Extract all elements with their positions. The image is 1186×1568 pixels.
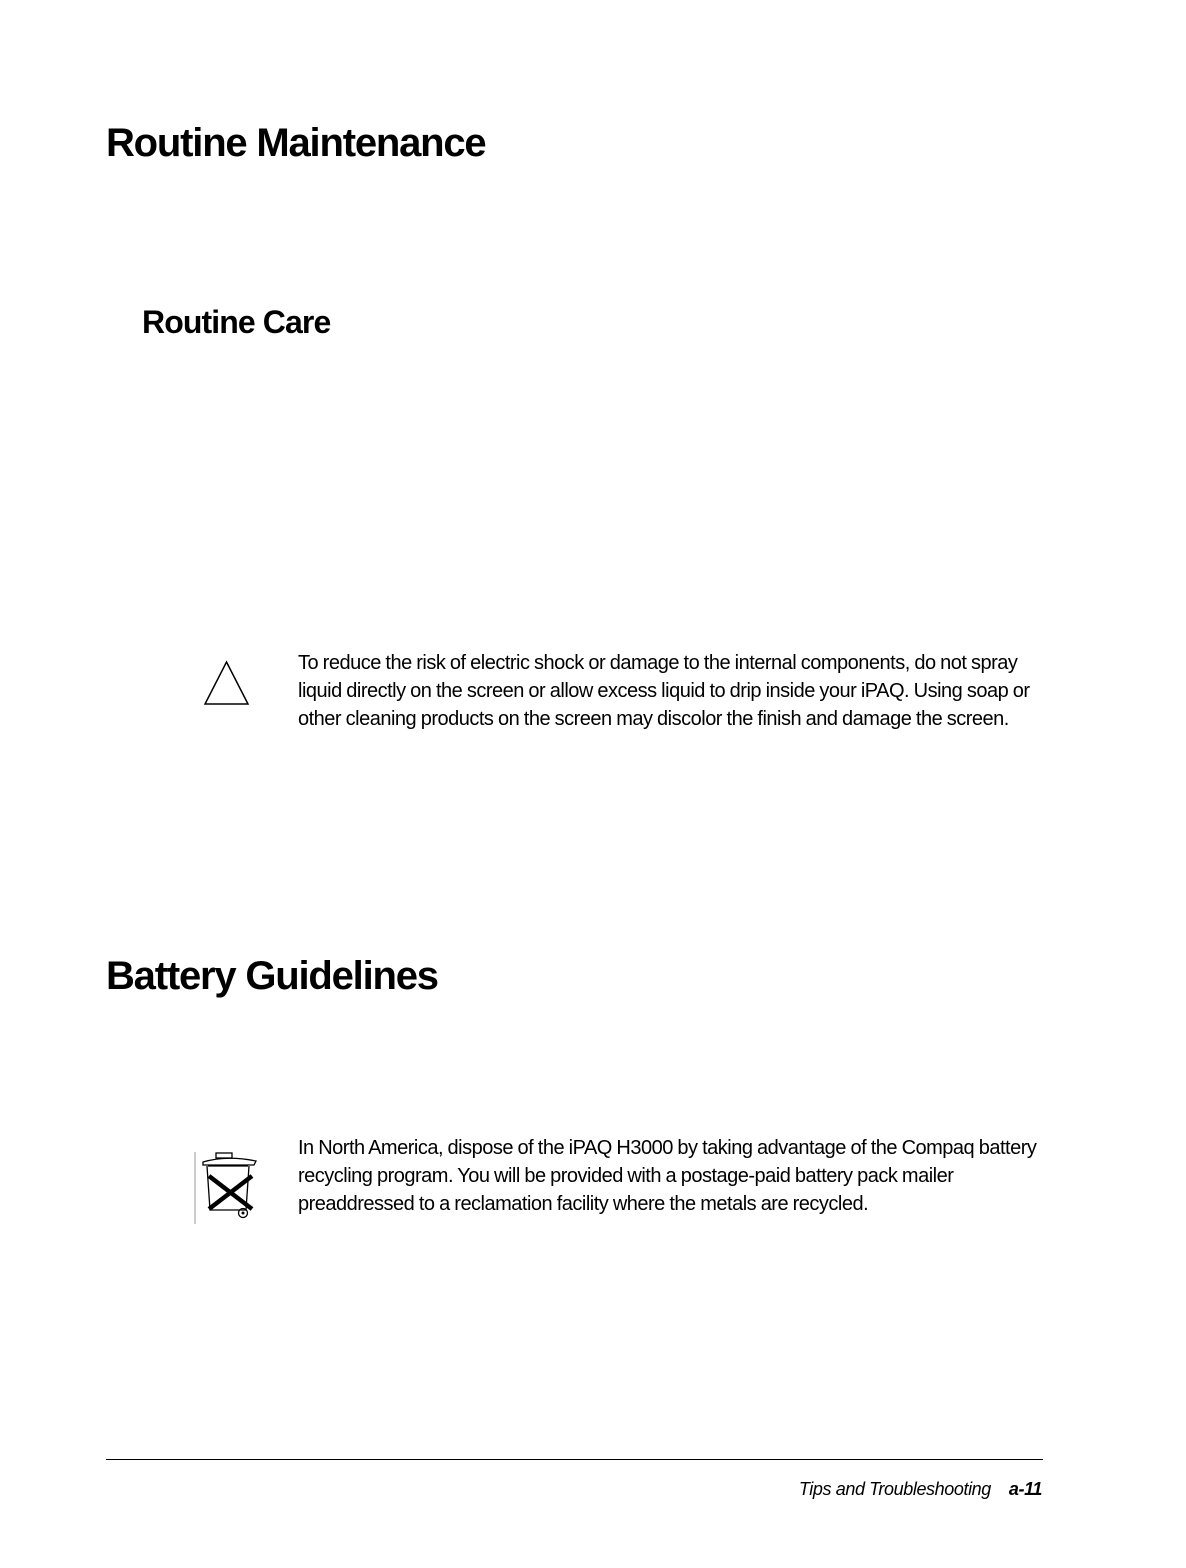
caution-triangle-icon	[203, 660, 250, 711]
caution-text: To reduce the risk of electric shock or damage to the internal components, do not spray liquid directly on the screen or allow excess liquid to drip inside your iPAQ. Using soap or other cleaning products on the screen may discolor the finish and damage the screen.	[298, 652, 1030, 730]
battery-recycling-text: In North America, dispose of the iPAQ H3000 by taking advantage of the Compaq battery recycling program. You will be provided with a postage-paid battery pack mailer preaddressed to a reclamation facility where the metals are recycled.	[298, 1137, 1037, 1215]
footer-section-name: Tips and Troubleshooting	[798, 1479, 991, 1499]
footer-divider	[106, 1459, 1043, 1460]
heading-routine-maintenance: Routine Maintenance	[106, 121, 486, 165]
page-footer	[799, 1479, 1042, 1500]
crossed-out-wheelie-bin-icon	[194, 1150, 260, 1231]
heading-routine-care: Routine Care	[142, 304, 331, 340]
heading-battery-guidelines: Battery Guidelines	[106, 954, 438, 998]
footer-page-number: a-11	[1008, 1479, 1042, 1499]
